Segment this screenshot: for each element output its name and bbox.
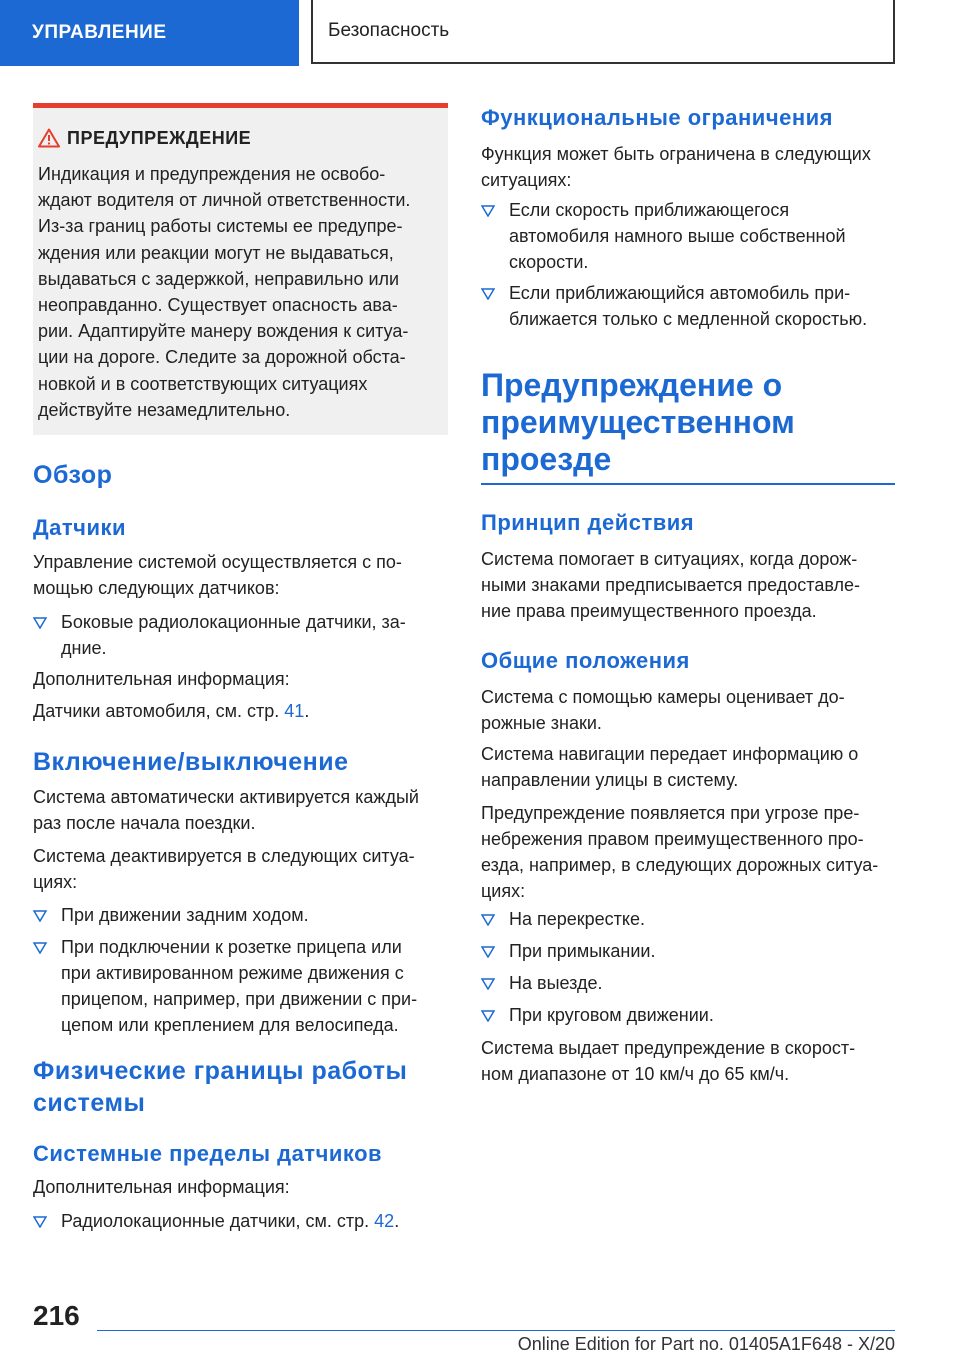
list-item-text: На выезде. xyxy=(509,973,603,993)
footer-rule xyxy=(97,1330,895,1331)
heading-physical-limits: системы xyxy=(33,1089,146,1117)
paragraph: раз после начала поездки. xyxy=(33,813,256,833)
paragraph: Система с помощью камеры оценивает до- xyxy=(481,687,845,707)
bullet-triangle-icon xyxy=(481,946,495,958)
bullet-triangle-icon xyxy=(481,288,495,300)
heading-physical-limits: Физические границы работы xyxy=(33,1057,408,1085)
chapter-title: Предупреждение о xyxy=(481,367,783,403)
list-item-text: На перекрестке. xyxy=(509,909,646,929)
paragraph: Функция может быть ограничена в следующих xyxy=(481,144,871,164)
bullet-triangle-icon xyxy=(481,205,495,217)
paragraph: небрежения правом преимущественного про- xyxy=(481,829,864,849)
warning-line: ждают водителя от личной ответственности. xyxy=(38,190,411,211)
list-item-text: При круговом движении. xyxy=(509,1005,714,1025)
bullet-triangle-icon xyxy=(33,910,47,922)
list-item-text: Боковые радиолокационные датчики, за- xyxy=(61,612,406,632)
paragraph: Предупреждение появляется при угрозе пре- xyxy=(481,803,860,823)
paragraph: Управление системой осуществляется с по- xyxy=(33,552,402,572)
paragraph: Дополнительная информация: xyxy=(33,669,290,689)
paragraph: Система автоматически активируется каждый xyxy=(33,787,419,807)
warning-line: ции на дороге. Следите за дорожной обста- xyxy=(38,347,406,368)
paragraph: Система деактивируется в следующих ситуа- xyxy=(33,846,415,866)
reference-text: Датчики автомобиля, см. стр. xyxy=(33,701,280,721)
list-item xyxy=(33,609,448,661)
warning-title: ПРЕДУПРЕЖДЕНИЕ xyxy=(67,128,252,148)
edition-info: Online Edition for Part no. 01405A1F648 - X/20 xyxy=(517,1334,895,1354)
bullet-triangle-icon xyxy=(33,942,47,954)
warning-line: ждения или реакции могут не выдаваться, xyxy=(38,242,394,263)
heading-sensor-limits: Системные пределы датчиков xyxy=(33,1141,383,1166)
paragraph: езда, например, в следующих дорожных ситуа- xyxy=(481,855,879,875)
heading-on-off: Включение/выключение xyxy=(33,748,349,776)
list-item-text: прицепом, например, при движении с при- xyxy=(61,989,418,1009)
warning-line: выдаваться с задержкой, неправильно или xyxy=(38,268,400,289)
heading-principle: Принцип действия xyxy=(481,510,695,535)
list-item xyxy=(33,934,448,1038)
paragraph: ние права преимущественного проезда. xyxy=(481,601,817,621)
list-item-text: При подключении к розетке прицепа или xyxy=(61,937,402,957)
list-item-text: При примыкании. xyxy=(509,941,656,961)
paragraph: циях: xyxy=(33,872,78,892)
paragraph: Датчики автомобиля, см. стр. 41. xyxy=(33,701,310,721)
list-item xyxy=(481,906,895,932)
paragraph: Система выдает предупреждение в скорост- xyxy=(481,1038,856,1058)
page-link[interactable]: 41 xyxy=(284,701,305,721)
list-item-text: дние. xyxy=(61,638,107,658)
paragraph: Система помогает в ситуациях, когда дорож- xyxy=(481,549,858,569)
paragraph: циях: xyxy=(481,881,526,901)
heading-general: Общие положения xyxy=(481,648,690,673)
warning-line: новкой и в соответствующих ситуациях xyxy=(38,373,368,394)
list-item-text: цепом или креплением для велосипеда. xyxy=(61,1015,399,1035)
list-item-text: Радиолокационные датчики, см. стр. 42. xyxy=(61,1211,400,1231)
chapter-title: преимущественном xyxy=(481,404,795,440)
paragraph: рожные знаки. xyxy=(481,713,602,733)
paragraph: Дополнительная информация: xyxy=(33,1177,290,1197)
bullet-triangle-icon xyxy=(481,914,495,926)
paragraph: направлении улицы в систему. xyxy=(481,770,739,790)
warning-triangle-icon xyxy=(38,128,60,148)
warning-line: рии. Адаптируйте манеру вождения к ситуа- xyxy=(38,321,409,342)
bullet-triangle-icon xyxy=(33,1216,47,1228)
section-tab: УПРАВЛЕНИЕ xyxy=(0,0,299,66)
heading-overview: Обзор xyxy=(33,461,113,489)
list-item-text: При движении задним ходом. xyxy=(61,905,309,925)
paragraph: ными знаками предписывается предоставле- xyxy=(481,575,861,595)
paragraph: ном диапазоне от 10 км/ч до 65 км/ч. xyxy=(481,1064,790,1084)
list-item xyxy=(481,1002,895,1028)
warning-line: Индикация и предупреждения не освобо- xyxy=(38,164,386,184)
heading-sensors: Датчики xyxy=(33,515,127,540)
paragraph: Система навигации передает информацию о xyxy=(481,744,859,764)
list-item-text: скорости. xyxy=(509,252,589,272)
paragraph: мощью следующих датчиков: xyxy=(33,578,280,598)
list-item xyxy=(33,902,448,928)
list-item-text: Если скорость приближающегося xyxy=(509,200,790,220)
chapter-title: проезде xyxy=(481,441,612,477)
warning-line: Из-за границ работы системы ее предупре- xyxy=(38,216,403,237)
list-item xyxy=(481,938,895,964)
bullet-triangle-icon xyxy=(33,617,47,629)
heading-functional-limits: Функциональные ограничения xyxy=(481,105,833,130)
list-item xyxy=(481,970,895,996)
paragraph: ситуациях: xyxy=(481,170,572,190)
list-item xyxy=(481,197,895,275)
page-link[interactable]: 42 xyxy=(374,1211,395,1231)
list-item-text: ближается только с медленной скоростью. xyxy=(509,309,868,329)
warning-line: неоправданно. Существует опасность ава- xyxy=(38,295,398,315)
list-item-text: при активированном режиме движения с xyxy=(61,963,404,983)
title-underline xyxy=(481,483,895,485)
list-item-text: Если приближающийся автомобиль при- xyxy=(509,283,851,303)
subsection-title: Безопасность xyxy=(311,0,895,64)
bullet-triangle-icon xyxy=(481,978,495,990)
list-item xyxy=(33,1208,448,1234)
reference-text: Радиолокационные датчики, см. стр. xyxy=(61,1211,370,1231)
page-number: 216 xyxy=(33,1300,80,1331)
list-item xyxy=(481,280,895,332)
bullet-triangle-icon xyxy=(481,1010,495,1022)
warning-line: действуйте незамедлительно. xyxy=(38,399,291,420)
list-item-text: автомобиля намного выше собственной xyxy=(509,226,846,246)
